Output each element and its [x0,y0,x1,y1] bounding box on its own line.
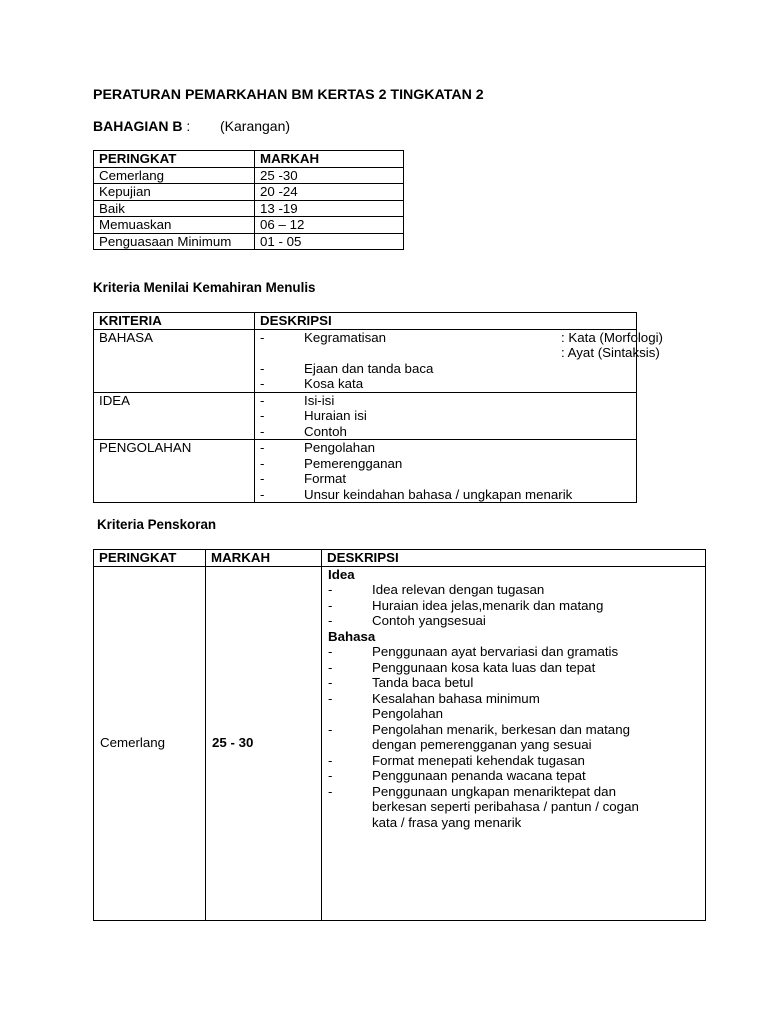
description-line [260,487,631,503]
line-text: Huraian isi [304,408,367,423]
line-extra: : Ayat (Sintaksis) [561,345,660,360]
mark-range-cell: 06 – 12 [255,217,404,234]
table-header: MARKAH [255,151,404,168]
bullet-dash: - [328,659,333,675]
line-text: dengan pemerengganan yang sesuai [372,737,592,752]
grade-cell: Penguasaan Minimum [94,233,255,250]
bullet-dash: - [328,597,333,613]
line-text: Penggunaan penanda wacana tepat [372,768,586,783]
grade-cell: Cemerlang [94,566,206,920]
bullet-dash: - [328,783,333,799]
bullet-dash: - [260,408,265,423]
bullet-dash: - [260,471,265,486]
table-row [94,200,404,217]
table-header: DESKRIPSI [322,550,706,567]
mark-cell: 25 - 30 [206,566,322,920]
line-text: Idea relevan dengan tugasan [372,582,545,597]
bullet-dash: - [328,721,333,737]
description-line [328,737,700,753]
description-line [328,706,700,722]
line-text: Pengolahan [304,440,375,455]
line-text: Huraian idea jelas,menarik dan matang [372,597,604,613]
line-text: Ejaan dan tanda baca [304,360,434,376]
description-cell [255,392,637,440]
line-extra: : Kata (Morfologi) [561,329,663,345]
criteria-cell: BAHASA [94,329,255,392]
description-cell [322,566,706,920]
table-header: PERINGKAT [94,550,206,567]
description-line [328,613,700,629]
mark-range-cell: 25 -30 [255,167,404,184]
table-row [94,233,404,250]
line-text: Isi-isi [304,392,335,408]
description-line [328,644,700,660]
bullet-dash: - [328,675,333,690]
table-row [94,329,637,392]
description-line [328,675,700,691]
line-text: Kegramatisan [304,329,387,345]
line-text: kata / frasa yang menarik [372,814,522,830]
criteria-cell: PENGOLAHAN [94,440,255,503]
description-line [260,440,631,456]
grade-cell: Baik [94,200,255,217]
section-label [93,118,291,134]
table-header: KRITERIA [94,313,255,330]
bullet-dash: - [260,423,265,439]
bullet-dash: - [328,768,333,783]
bullet-dash: - [328,644,333,659]
bullet-dash: - [260,486,265,502]
line-text: Kesalahan bahasa minimum [372,690,540,706]
table-row [94,392,637,440]
criteria-table [93,312,663,503]
mark-range-cell: 01 - 05 [255,233,404,250]
line-text: Tanda baca betul [372,675,474,690]
grade-cell: Kepujian [94,184,255,201]
line-text: Pemerengganan [304,455,403,471]
grade-cell: Cemerlang [94,167,255,184]
section-title: Idea [328,566,355,582]
description-line [260,471,631,487]
mark-range-cell: 20 -24 [255,184,404,201]
bullet-dash: - [260,392,265,408]
bullet-dash: - [328,752,333,768]
line-text: Pengolahan menarik, berkesan dan matang [372,721,630,737]
description-line [328,768,700,784]
line-text: Penggunaan ungkapan menariktepat dan [372,783,616,799]
description-line [260,376,631,392]
line-text: Penggunaan kosa kata luas dan tepat [372,659,596,675]
line-text: Contoh [304,423,347,439]
bullet-dash: - [328,690,333,706]
description-line [328,660,700,676]
table-row [94,440,637,503]
criteria-heading: Kriteria Menilai Kemahiran Menulis [93,280,316,295]
line-text: Penggunaan ayat bervariasi dan gramatis [372,644,619,659]
description-line [328,784,700,800]
section-subtitle: (Karangan) [220,118,291,134]
description-line [328,722,700,738]
description-line [328,691,700,707]
grade-cell: Memuaskan [94,217,255,234]
description-line [260,345,660,361]
criteria-cell: IDEA [94,392,255,440]
description-line [260,424,631,440]
description-line [260,456,631,472]
section-colon: : [186,118,191,134]
description-line [328,815,700,831]
line-text: berkesan seperti peribahasa / pantun / cogan [372,799,639,814]
line-text: Contoh yangsesuai [372,613,486,628]
table-header: PERINGKAT [94,151,255,168]
description-line [328,598,700,614]
line-text: Format [304,471,347,486]
mark-range-cell: 13 -19 [255,200,404,217]
bullet-dash: - [260,376,265,391]
table-row [94,184,404,201]
line-text: Pengolahan [372,706,443,721]
table-header: DESKRIPSI [255,313,637,330]
bullet-dash: - [260,455,265,471]
scoring-heading: Kriteria Penskoran [97,517,217,532]
bullet-dash: - [260,360,265,376]
table-header: MARKAH [206,550,322,567]
section-name: BAHAGIAN B [93,118,183,134]
table-row [94,217,404,234]
description-line [260,393,631,409]
grade-table [93,150,404,250]
bullet-dash: - [328,582,333,597]
description-cell [255,329,663,392]
description-line [328,753,700,769]
description-line [260,408,631,424]
scoring-table [93,549,706,921]
bullet-dash: - [260,440,265,455]
description-line [260,361,631,377]
description-cell [255,440,637,503]
page-title: PERATURAN PEMARKAHAN BM KERTAS 2 TINGKATAN 2 [93,87,484,103]
description-line [260,329,663,346]
description-line [328,799,700,815]
section-title: Bahasa [328,628,376,644]
description-line [328,582,700,598]
table-row [94,167,404,184]
bullet-dash: - [328,613,333,628]
line-text: Kosa kata [304,376,364,391]
bullet-dash: - [260,329,265,345]
line-text: Unsur keindahan bahasa / ungkapan menarik [304,486,573,502]
line-text: Format menepati kehendak tugasan [372,752,585,768]
